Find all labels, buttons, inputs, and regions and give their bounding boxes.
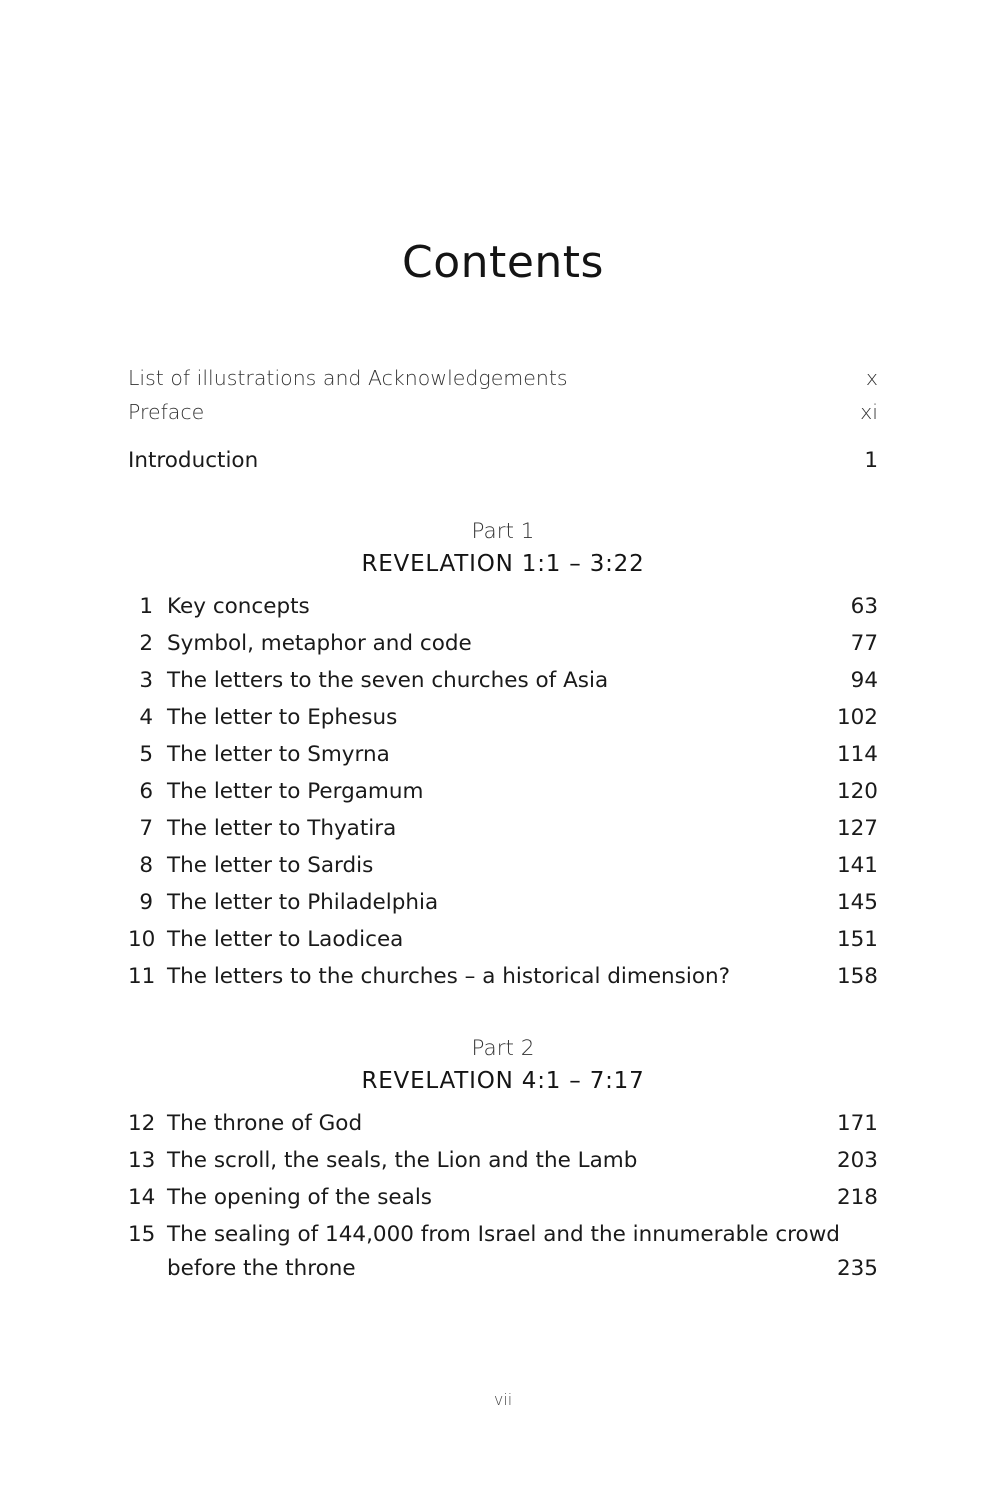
toc-entry-preface[interactable] <box>128 396 878 428</box>
chapter-page: 120 <box>836 779 878 804</box>
toc-entry-illustrations[interactable] <box>128 362 878 394</box>
chapter-page: 171 <box>836 1111 878 1136</box>
chapter-number: 9 <box>139 890 153 915</box>
chapter-number: 4 <box>139 705 153 730</box>
chapter-page: 94 <box>850 668 878 693</box>
chapter-number: 12 <box>128 1111 156 1136</box>
chapter-number: 3 <box>139 668 153 693</box>
chapter-title: The letter to Sardis <box>167 853 374 878</box>
chapter-page: 127 <box>836 816 878 841</box>
entry-page: xi <box>860 400 878 424</box>
chapter-title: The sealing of 144,000 from Israel and the innumerable crowd <box>167 1222 840 1247</box>
page-number: vii <box>493 1390 513 1409</box>
chapter-title-continued: before the throne <box>167 1256 356 1281</box>
chapter-number: 1 <box>139 594 153 619</box>
chapter-page: 235 <box>836 1256 878 1281</box>
chapter-page: 77 <box>850 631 878 656</box>
entry-label: Preface <box>128 400 205 424</box>
chapter-title: The scroll, the seals, the Lion and the Lamb <box>167 1148 638 1173</box>
chapter-title: The letter to Pergamum <box>167 779 424 804</box>
chapter-number: 14 <box>128 1185 156 1210</box>
chapter-page: 203 <box>836 1148 878 1173</box>
chapter-number: 10 <box>128 927 156 952</box>
chapter-title: The letter to Laodicea <box>167 927 404 952</box>
chapter-page: 114 <box>836 742 878 767</box>
chapter-page: 141 <box>836 853 878 878</box>
toc-entry-introduction[interactable] <box>128 445 878 477</box>
chapter-title: The throne of God <box>167 1111 363 1136</box>
part-1-label: Part 1 <box>471 519 535 544</box>
chapter-title: The letters to the churches – a historical dimension? <box>167 964 731 989</box>
chapter-number: 5 <box>139 742 153 767</box>
entry-label: List of illustrations and Acknowledgements <box>128 366 568 390</box>
part-1-title: REVELATION 1:1 – 3:22 <box>361 551 645 577</box>
entry-label: Introduction <box>128 448 259 473</box>
chapter-page: 151 <box>836 927 878 952</box>
chapter-title: Key concepts <box>167 594 310 619</box>
chapter-title: The letter to Smyrna <box>167 742 390 767</box>
chapter-page: 145 <box>836 890 878 915</box>
chapter-number: 7 <box>139 816 153 841</box>
chapter-page: 102 <box>836 705 878 730</box>
part-2-title: REVELATION 4:1 – 7:17 <box>361 1068 645 1094</box>
page-title: Contents <box>402 237 604 289</box>
chapter-number: 8 <box>139 853 153 878</box>
entry-page: 1 <box>864 448 878 473</box>
chapter-title: The opening of the seals <box>167 1185 433 1210</box>
chapter-number: 11 <box>128 964 156 989</box>
chapter-title: Symbol, metaphor and code <box>167 631 472 656</box>
chapter-page: 158 <box>836 964 878 989</box>
chapter-title: The letters to the seven churches of Asia <box>167 668 609 693</box>
entry-page: x <box>865 366 878 390</box>
chapter-number: 6 <box>139 779 153 804</box>
chapter-page: 218 <box>836 1185 878 1210</box>
chapter-number: 13 <box>128 1148 156 1173</box>
chapter-title: The letter to Ephesus <box>167 705 398 730</box>
chapter-title: The letter to Philadelphia <box>167 890 439 915</box>
chapter-page: 63 <box>850 594 878 619</box>
chapter-number: 15 <box>128 1222 156 1247</box>
chapter-number: 2 <box>139 631 153 656</box>
part-2-label: Part 2 <box>471 1036 535 1061</box>
chapter-title: The letter to Thyatira <box>167 816 397 841</box>
